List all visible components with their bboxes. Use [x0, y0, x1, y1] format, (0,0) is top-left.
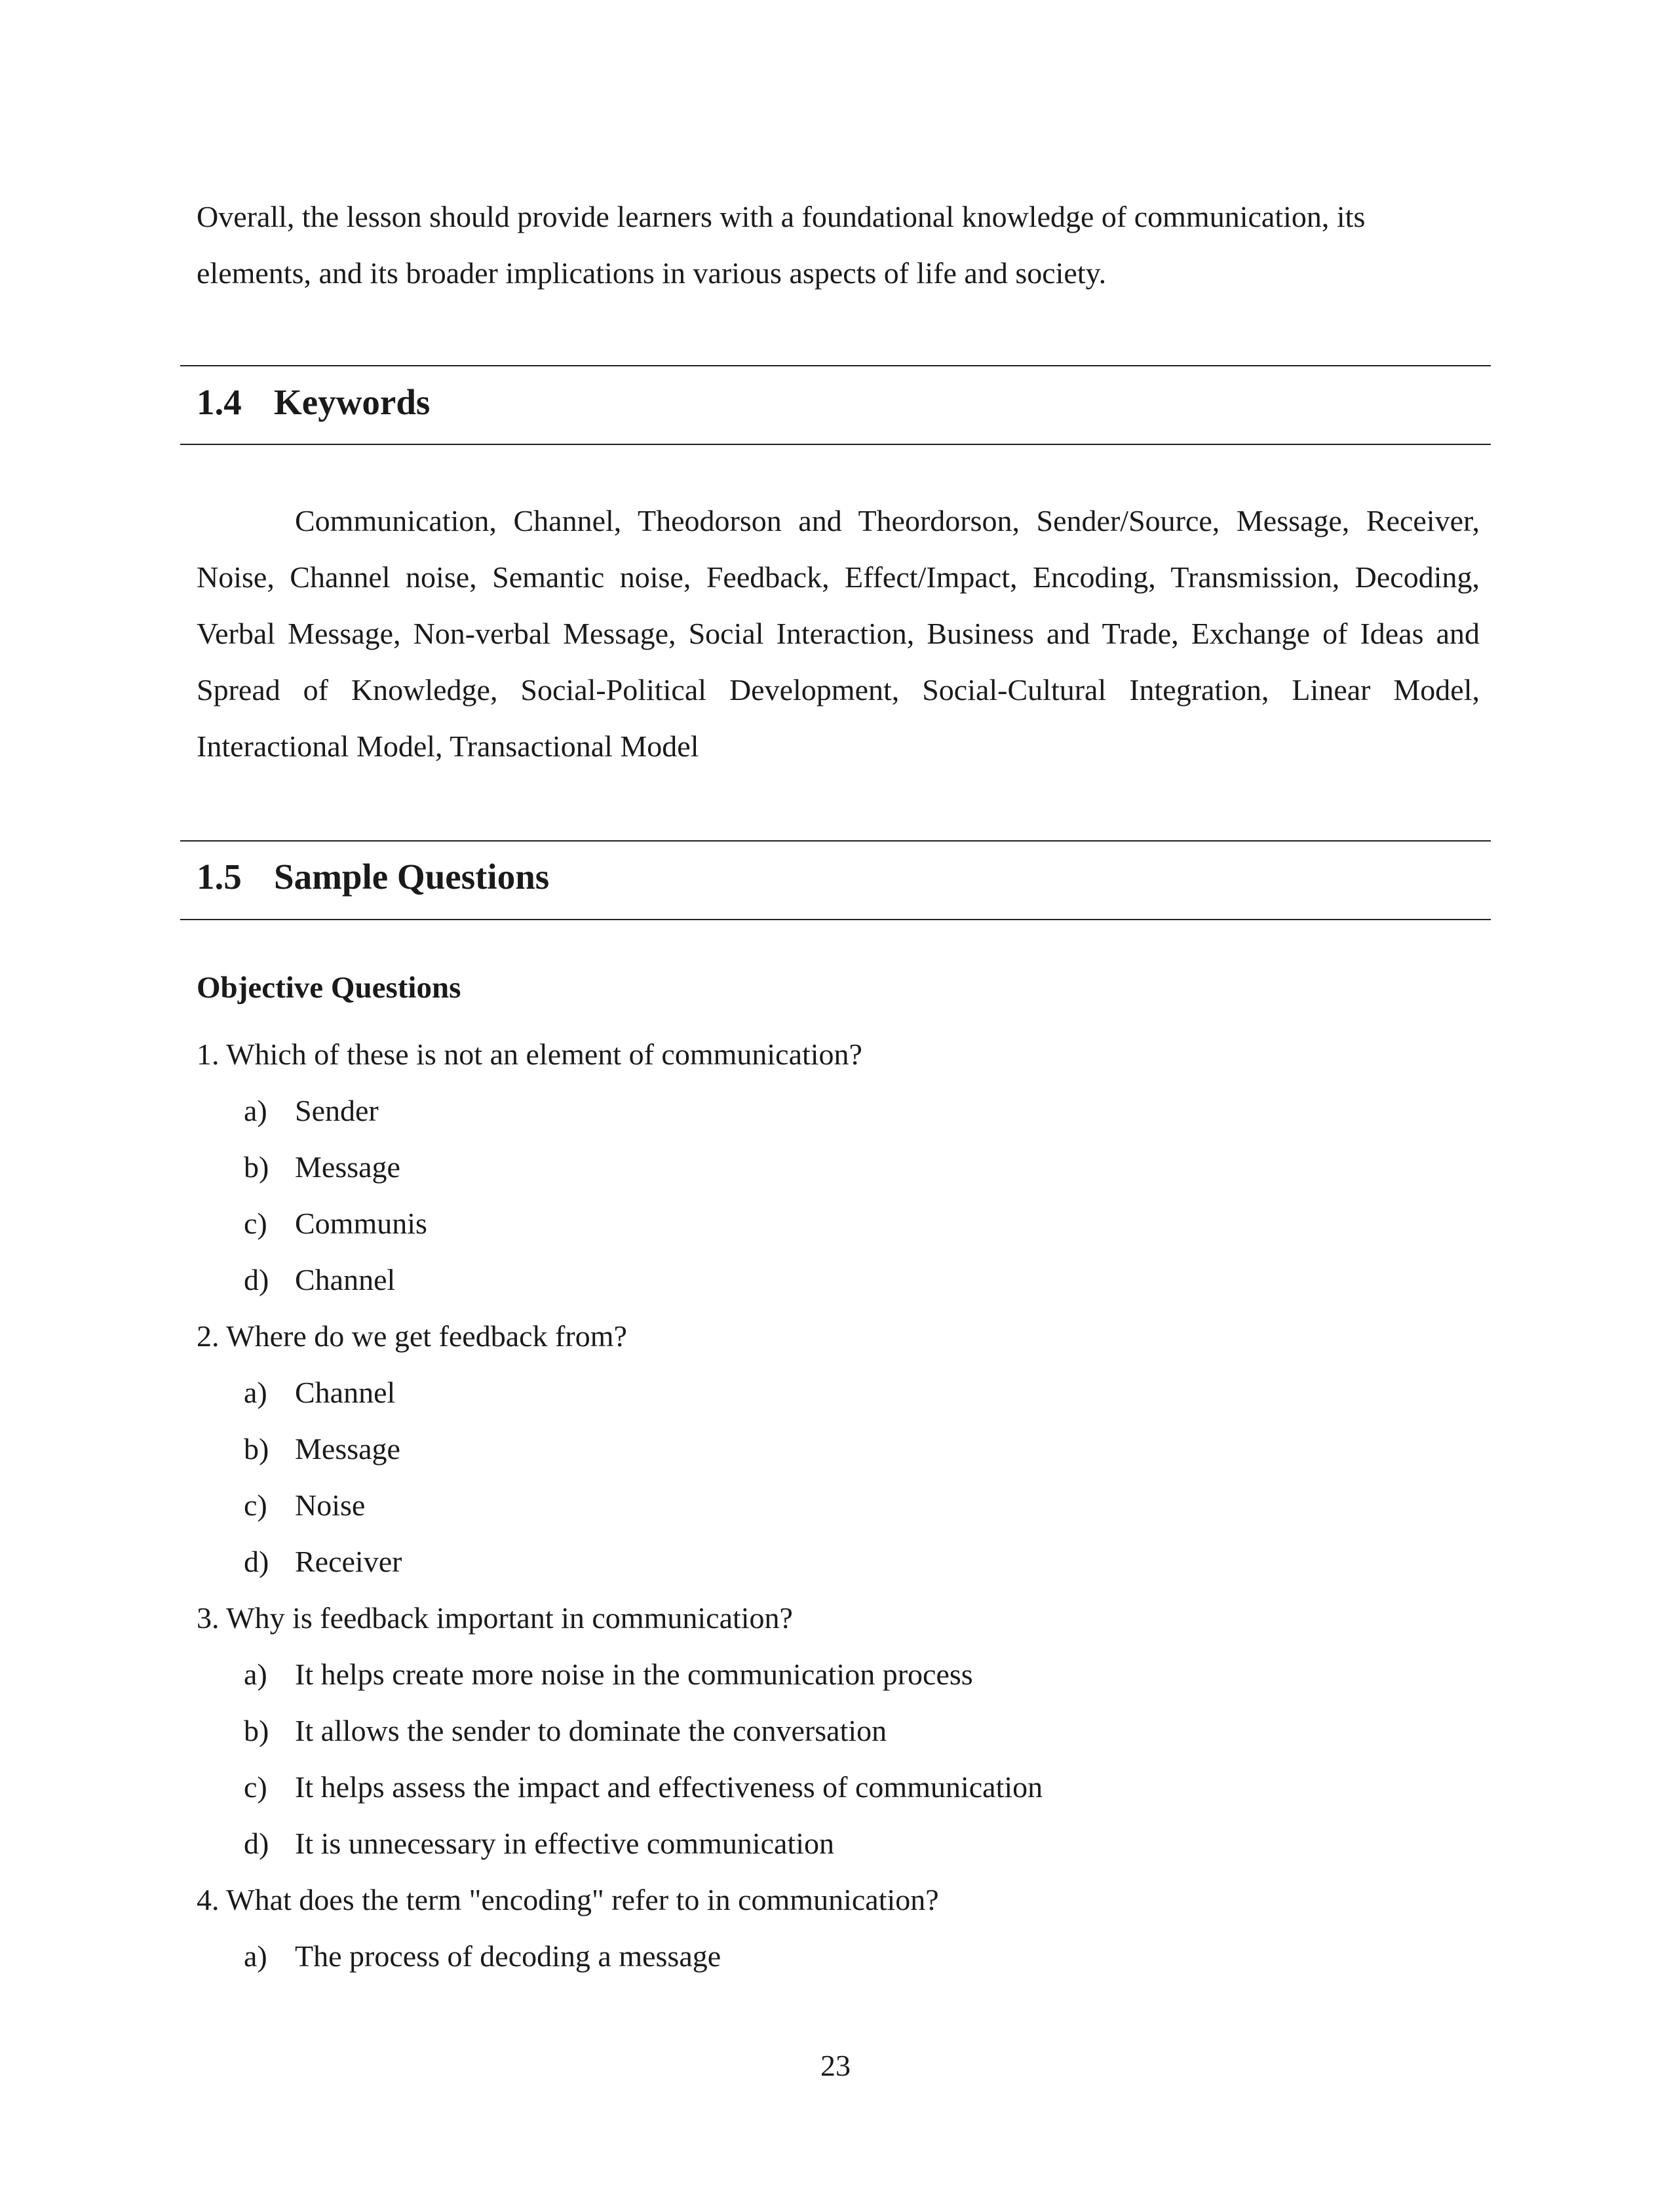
question-1-option-b [197, 1139, 1480, 1195]
option-text: Sender [295, 1094, 379, 1127]
question-2-text: 2. Where do we get feedback from? [197, 1319, 627, 1353]
option-text: It is unnecessary in effective communication [295, 1827, 835, 1860]
keywords-heading [197, 381, 430, 423]
question-list [197, 1026, 1480, 1985]
question-1-text: 1. Which of these is not an element of communication? [197, 1038, 862, 1071]
question-1-option-d [197, 1252, 1480, 1308]
option-letter: b) [244, 1150, 269, 1184]
question-2-option-a [197, 1365, 1480, 1421]
option-letter: c) [244, 1488, 267, 1522]
keywords-bottom-rule [180, 444, 1491, 445]
intro-paragraph: Overall, the lesson should provide learners with a foundational knowledge of communication, its elements, and its broader implications in various aspects of life and society. [197, 200, 1366, 290]
objective-questions-subheading: Objective Questions [197, 971, 461, 1005]
option-letter: d) [244, 1545, 269, 1578]
question-1-option-c [197, 1195, 1480, 1252]
option-text: It allows the sender to dominate the conversation [295, 1714, 887, 1747]
questions-top-rule [180, 840, 1491, 842]
question-3-option-c [197, 1759, 1480, 1815]
questions-section-title: Sample Questions [274, 857, 550, 897]
question-3-text: 3. Why is feedback important in communication? [197, 1601, 793, 1635]
option-letter: a) [244, 1658, 267, 1691]
option-letter: b) [244, 1714, 269, 1747]
option-text: It helps create more noise in the communication process [295, 1658, 973, 1691]
option-text: Message [295, 1150, 400, 1184]
option-letter: c) [244, 1207, 267, 1240]
option-text: Channel [295, 1263, 396, 1296]
question-2-option-d [197, 1534, 1480, 1590]
question-2-option-c [197, 1477, 1480, 1534]
option-letter: d) [244, 1827, 269, 1860]
option-text: Noise [295, 1488, 366, 1522]
question-3-option-a [197, 1646, 1480, 1703]
questions-section-number: 1.5 [197, 857, 242, 897]
keywords-top-rule [180, 365, 1491, 366]
question-1-option-a [197, 1083, 1480, 1139]
option-letter: a) [244, 1939, 267, 1973]
option-letter: a) [244, 1094, 267, 1127]
question-3-option-d [197, 1815, 1480, 1872]
option-text: It helps assess the impact and effectiveness of communication [295, 1770, 1043, 1804]
keywords-paragraph: Communication, Channel, Theodorson and Theordorson, Sender/Source, Message, Receiver, Noise, Channel noise, Semantic noise, Feedback, Effect/Impact, Encoding, Transmission, Decoding, Verbal Message, Non-verbal Message, Social Interaction, Business and Trade, Exchange of Ideas and Spread of Knowledge, Social-Political Development, Social-Cultural Integration, Linear Model, Interactional Model, Transactional Model [197, 504, 1480, 763]
question-4-text: 4. What does the term "encoding" refer to in communication? [197, 1883, 939, 1916]
option-text: Channel [295, 1376, 396, 1409]
option-letter: c) [244, 1770, 267, 1804]
keywords-section-title: Keywords [274, 382, 431, 422]
option-text: Receiver [295, 1545, 402, 1578]
questions-heading [197, 856, 549, 897]
option-text: The process of decoding a message [295, 1939, 721, 1973]
option-text: Communis [295, 1207, 427, 1240]
page-number: 23 [820, 2049, 851, 2082]
question-2-option-b [197, 1421, 1480, 1477]
question-4-option-a [197, 1928, 1480, 1985]
questions-bottom-rule [180, 919, 1491, 920]
option-letter: b) [244, 1432, 269, 1465]
option-text: Message [295, 1432, 400, 1465]
option-letter: d) [244, 1263, 269, 1296]
option-letter: a) [244, 1376, 267, 1409]
keywords-section-number: 1.4 [197, 382, 242, 422]
question-3-option-b [197, 1703, 1480, 1759]
